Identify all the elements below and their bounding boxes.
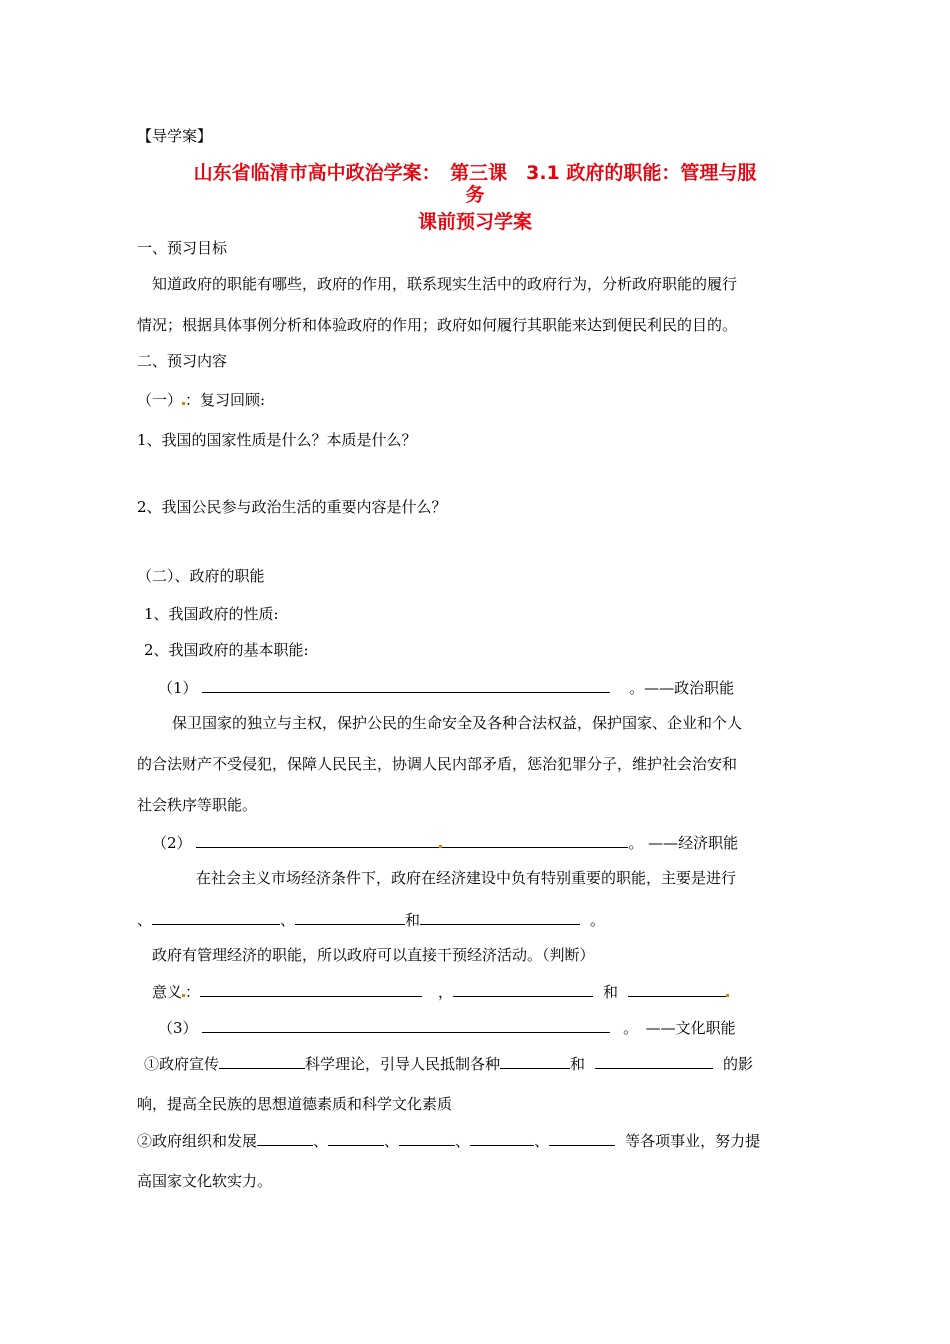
text-sep: ， xyxy=(438,983,454,1001)
mark-dot xyxy=(726,994,729,997)
economic-role-blank-3[interactable] xyxy=(420,909,580,925)
cultural-point-2-text: 等各项事业，努力提 xyxy=(625,1132,761,1150)
cultural-function-line xyxy=(158,1017,736,1038)
item-1-label: （1） xyxy=(158,679,198,697)
page-title-line1: 山东省临清市高中政治学案： 第三课 3.1 政府的职能：管理与服 xyxy=(193,162,757,184)
cultural-blank-5[interactable] xyxy=(328,1130,384,1146)
cultural-suffix: 。 ——文化职能 xyxy=(623,1019,736,1037)
review-heading-open: （一） xyxy=(137,391,183,409)
cultural-point-1-text: 科学理论，引导人民抵制各种 xyxy=(305,1055,501,1073)
significance-blank-2[interactable] xyxy=(453,981,593,997)
significance-blank-1[interactable] xyxy=(200,981,422,997)
government-nature: 1、我国政府的性质: xyxy=(144,605,279,623)
significance-blank-3[interactable] xyxy=(628,981,726,997)
cultural-blank-1[interactable] xyxy=(219,1053,305,1069)
text-sep: 和 xyxy=(405,911,421,929)
cultural-point-1 xyxy=(144,1053,753,1074)
economic-role-blank-2[interactable] xyxy=(295,909,405,925)
text-sep: 、 xyxy=(534,1132,550,1150)
cultural-blank-2[interactable] xyxy=(500,1053,570,1069)
significance-line xyxy=(152,981,729,1002)
economic-blank-b[interactable] xyxy=(442,832,628,848)
text-sep: ： xyxy=(185,983,201,1001)
cultural-blank[interactable] xyxy=(202,1017,610,1033)
economic-role-blank-1[interactable] xyxy=(152,909,280,925)
economic-function-line xyxy=(152,832,738,853)
text-sep: 、 xyxy=(313,1132,329,1150)
basic-functions: 2、我国政府的基本职能: xyxy=(144,641,309,659)
section-2-heading: 二、预习内容 xyxy=(137,352,228,370)
political-text-line3: 社会秩序等职能。 xyxy=(137,796,258,814)
economic-suffix: 。 ——经济职能 xyxy=(628,834,739,852)
text-sep: 、 xyxy=(280,911,296,929)
review-heading xyxy=(137,390,265,410)
cultural-blank-6[interactable] xyxy=(399,1130,455,1146)
question-2: 2、我国公民参与政治生活的重要内容是什么？ xyxy=(137,498,447,516)
cultural-point-2 xyxy=(137,1130,760,1151)
text-sep: 、 xyxy=(384,1132,400,1150)
cultural-blank-7[interactable] xyxy=(470,1130,534,1146)
page-title-wrap: 务 xyxy=(465,184,485,206)
item-3-label: （3） xyxy=(158,1019,198,1037)
political-function-line xyxy=(158,677,734,698)
question-1: 1、我国的国家性质是什么？本质是什么？ xyxy=(137,431,417,449)
page-title xyxy=(0,162,950,184)
header-tag: 【导学案】 xyxy=(137,127,213,145)
political-blank[interactable] xyxy=(202,677,610,693)
significance-label: 意义 xyxy=(152,983,183,1001)
text-sep: 、 xyxy=(455,1132,471,1150)
judgement-question: 政府有管理经济的职能，所以政府可以直接干预经济活动。（判断） xyxy=(152,946,595,964)
text-sep: 、 xyxy=(137,911,153,929)
item-2-label: （2） xyxy=(152,834,192,852)
political-text-line2: 的合法财产不受侵犯，保障人民民主，协调人民内部矛盾，惩治犯罪分子，维护社会治安和 xyxy=(137,755,738,773)
goal-text-line2: 情况；根据具体事例分析和体验政府的作用；政府如何履行其职能来达到便民利民的目的。 xyxy=(137,316,738,334)
text-sep: 和 xyxy=(603,983,619,1001)
economic-text-line1: 在社会主义市场经济条件下，政府在经济建设中负有特别重要的职能，主要是进行 xyxy=(196,869,737,887)
goal-text-line1: 知道政府的职能有哪些，政府的作用，联系现实生活中的政府行为，分析政府职能的履行 xyxy=(152,275,738,293)
review-heading-rest: ：复习回顾: xyxy=(185,391,266,409)
cultural-blank-4[interactable] xyxy=(257,1130,313,1146)
cultural-point-1-line2: 响，提高全民族的思想道德素质和科学文化素质 xyxy=(137,1095,453,1113)
text-sep: 和 xyxy=(570,1055,586,1073)
political-text-line1: 保卫国家的独立与主权，保护公民的生命安全及各种合法权益，保护国家、企业和个人 xyxy=(172,714,743,732)
functions-heading: （二）、政府的职能 xyxy=(137,567,265,585)
text-sep: 。 xyxy=(590,911,606,929)
cultural-point-2-text: ②政府组织和发展 xyxy=(137,1132,258,1150)
political-suffix: 。——政治职能 xyxy=(629,679,735,697)
cultural-point-1-text: ①政府宣传 xyxy=(144,1055,220,1073)
economic-text-line2 xyxy=(137,909,605,930)
section-1-heading: 一、预习目标 xyxy=(137,239,228,257)
cultural-blank-3[interactable] xyxy=(595,1053,713,1069)
cultural-blank-8[interactable] xyxy=(549,1130,615,1146)
cultural-point-1-text: 的影 xyxy=(723,1055,754,1073)
page-subtitle: 课前预习学案 xyxy=(417,211,532,233)
cultural-point-2-line2: 高国家文化软实力。 xyxy=(137,1172,273,1190)
economic-blank-a[interactable] xyxy=(196,832,439,848)
